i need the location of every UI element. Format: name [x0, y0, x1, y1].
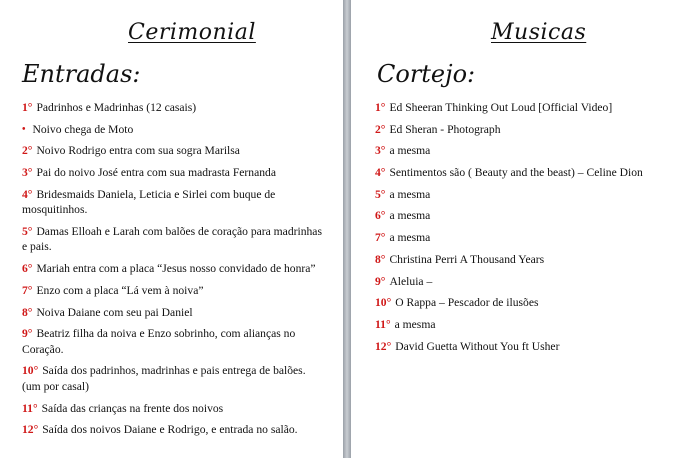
list-item: [22, 261, 324, 277]
item-number: 10°: [22, 364, 39, 378]
list-item: [22, 187, 324, 218]
section-heading-cortejo: Cortejo:: [377, 60, 476, 88]
item-number: 11°: [22, 401, 38, 415]
list-item: [375, 295, 685, 311]
list-item: [22, 143, 324, 159]
list-item: [22, 401, 324, 417]
item-number: 7°: [22, 283, 33, 297]
item-number: 11°: [375, 317, 391, 331]
page-musicas: [351, 0, 700, 458]
item-text: Ed Sheeran Thinking Out Loud [Official Video]: [389, 101, 613, 114]
item-text: Aleluia –: [389, 274, 433, 288]
list-item: [375, 143, 685, 159]
item-text: David Guetta Without You ft Usher: [395, 339, 560, 353]
item-number: 12°: [22, 423, 39, 437]
bullet-icon: •: [22, 123, 26, 135]
item-text: a mesma: [389, 209, 431, 223]
item-text: Damas Elloah e Larah com balões de coração para madrinhas e pais.: [22, 224, 322, 254]
item-number: 6°: [375, 209, 386, 223]
item-number: 3°: [375, 144, 386, 158]
item-text: Saída das crianças na frente dos noivos: [41, 401, 224, 415]
list-item: [375, 100, 685, 116]
page-title-cerimonial: Cerimonial: [128, 20, 256, 45]
item-number: 12°: [375, 339, 392, 353]
item-text: a mesma: [389, 144, 431, 158]
list-item: [375, 165, 685, 181]
list-item: [22, 326, 324, 357]
item-number: 3°: [22, 166, 33, 180]
list-item: [22, 122, 324, 138]
item-number: 10°: [375, 296, 392, 310]
item-number: 9°: [22, 327, 33, 341]
cortejo-list: [375, 100, 685, 360]
section-heading-entradas: Entradas:: [22, 60, 141, 88]
item-text: Noivo Rodrigo entra com sua sogra Marilsa: [36, 144, 240, 158]
item-text: Noiva Daiane com seu pai Daniel: [36, 305, 193, 319]
item-number: 4°: [22, 187, 33, 201]
list-item: [22, 283, 324, 299]
item-text: Saída dos noivos Daiane e Rodrigo, e entrada no salão.: [42, 423, 298, 437]
item-text: Sentimentos são ( Beauty and the beast) – Celine Dion: [389, 166, 643, 180]
item-text: a mesma: [389, 231, 431, 245]
list-item: [22, 422, 324, 438]
list-item: [375, 187, 685, 203]
item-text: Padrinhos e Madrinhas (12 casais): [36, 101, 197, 114]
list-item: [375, 122, 685, 138]
page-title-musicas: Musicas: [491, 20, 587, 45]
list-item: [375, 208, 685, 224]
list-item: [22, 305, 324, 321]
item-text: Beatriz filha da noiva e Enzo sobrinho, com alianças no Coração.: [22, 327, 296, 356]
item-text: Christina Perri A Thousand Years: [389, 252, 545, 266]
item-number: 4°: [375, 166, 386, 180]
list-item: [375, 274, 685, 290]
list-item: [375, 339, 685, 355]
list-item: [375, 230, 685, 246]
item-number: 1°: [22, 101, 33, 114]
page-gutter: [343, 0, 351, 458]
item-text: Bridesmaids Daniela, Leticia e Sirlei com buque de mosquitinhos.: [22, 187, 276, 217]
item-number: 1°: [375, 101, 386, 114]
item-number: 5°: [375, 187, 386, 201]
item-number: 9°: [375, 274, 386, 288]
item-number: 8°: [22, 305, 33, 319]
item-text: a mesma: [389, 187, 431, 201]
item-number: 5°: [22, 224, 33, 238]
item-number: 8°: [375, 252, 386, 266]
item-text: Noivo chega de Moto: [32, 122, 134, 136]
list-item: [22, 363, 324, 394]
page-cerimonial: [0, 0, 343, 458]
list-item: [22, 224, 324, 255]
item-text: Pai do noivo José entra com sua madrasta Fernanda: [36, 166, 276, 180]
item-number: 6°: [22, 262, 33, 276]
item-text: Saída dos padrinhos, madrinhas e pais entrega de balões. (um por casal): [22, 364, 306, 393]
list-item: [375, 252, 685, 268]
item-number: 2°: [375, 122, 386, 136]
list-item: [22, 100, 324, 116]
entradas-list: [22, 100, 324, 444]
item-text: Mariah entra com a placa “Jesus nosso convidado de honra”: [36, 262, 316, 276]
list-item: [22, 165, 324, 181]
list-item: [375, 317, 685, 333]
item-number: 7°: [375, 231, 386, 245]
item-number: 2°: [22, 144, 33, 158]
item-text: O Rappa – Pescador de ilusões: [395, 296, 539, 310]
item-text: Ed Sheran - Photograph: [389, 122, 501, 136]
item-text: Enzo com a placa “Lá vem à noiva”: [36, 283, 204, 297]
item-text: a mesma: [394, 317, 436, 331]
